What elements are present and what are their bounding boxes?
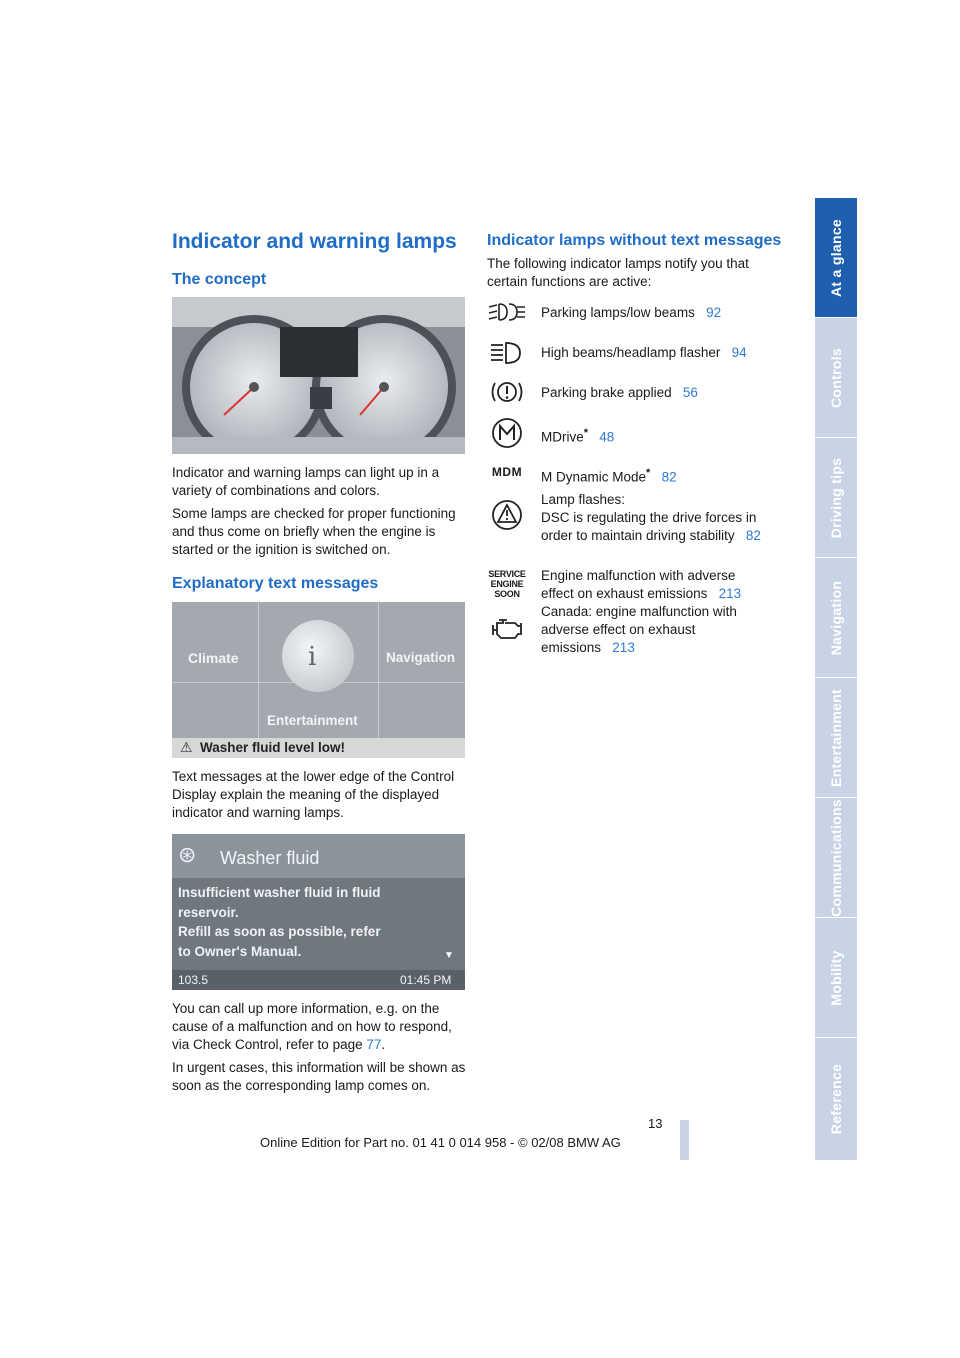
page-title: Indicator and warning lamps [172, 230, 457, 253]
washer-line-1: Insufficient washer fluid in fluid [178, 885, 381, 900]
check-engine-icon [487, 617, 527, 641]
section-tabs [815, 198, 857, 1160]
warning-triangle-icon: ⚠ [180, 739, 193, 755]
tab-controls[interactable]: Controls [815, 318, 857, 437]
dsc-warning-icon [487, 499, 527, 531]
washer-line-3: Refill as soon as possible, refer [178, 924, 381, 939]
page-link-56[interactable]: 56 [682, 385, 698, 400]
washer-title: Washer fluid [220, 848, 320, 868]
edition-line: Online Edition for Part no. 01 41 0 014 958 - © 02/08 BMW AG [260, 1135, 621, 1150]
radio-frequency: 103.5 [178, 973, 209, 987]
menu-navigation-label: Navigation [386, 650, 456, 665]
tab-driving-tips[interactable]: Driving tips [815, 438, 857, 557]
tab-at-a-glance[interactable]: At a glance [815, 198, 857, 317]
lamp-row-m-dynamic-mode: MDM M Dynamic Mode* 82 [487, 462, 787, 484]
service-engine-soon-icon: SERVICE ENGINE SOON [488, 569, 526, 599]
parking-brake-icon [487, 379, 527, 405]
lamp-row-dsc: Lamp flashes: DSC is regulating the drive forces in order to maintain driving stability 82 [487, 491, 787, 551]
page-link-213b[interactable]: 213 [612, 640, 635, 655]
lamp-row-mdrive: MDrive* 48 [487, 417, 787, 449]
tab-reference[interactable]: Reference [815, 1038, 857, 1160]
concept-paragraph-2: Some lamps are checked for proper functioning and thus come on briefly when the engine is started or the ignition is switched on. [172, 506, 456, 557]
page-number: 13 [648, 1116, 663, 1131]
page-link-213a[interactable]: 213 [718, 586, 742, 601]
washer-line-2: reservoir. [178, 904, 239, 920]
tab-mobility[interactable]: Mobility [815, 918, 857, 1037]
washer-fluid-display-image [172, 834, 465, 990]
more-info-paragraph: You can call up more information, e.g. on the cause of a malfunction and on how to respond, via Check Control, refer to page 77. [172, 1001, 452, 1052]
footer-marker [680, 1120, 689, 1160]
urgent-paragraph: In urgent cases, this information will be shown as soon as the corresponding lamp comes on. [172, 1060, 466, 1093]
tab-communications[interactable]: Communications [815, 798, 857, 917]
washer-icon: ⊛ [178, 842, 197, 867]
menu-warning-text: Washer fluid level low! [200, 740, 346, 755]
instrument-cluster-image [172, 297, 465, 454]
scroll-down-icon: ▼ [444, 950, 454, 961]
mdrive-icon [487, 417, 527, 449]
lamp-row-parking-lamps: Parking lamps/low beams 92 [487, 301, 787, 325]
menu-display-image: i Climate Navigation Entertainment ⚠ Washer fluid level low! [172, 602, 465, 758]
washer-line-4: to Owner's Manual. [178, 943, 302, 959]
page-link-82b[interactable]: 82 [745, 528, 761, 543]
lamp-row-engine-malfunction: SERVICE ENGINE SOON Engine malfunction with adverse effect on exhaust emissions 213 Canada: engine malfunction with adverse effect on exhaust emissions 213 [488, 568, 742, 655]
menu-entertainment-label: Entertainment [267, 713, 358, 728]
page-link-77[interactable]: 77 [366, 1037, 382, 1052]
page-link-48[interactable]: 48 [599, 429, 615, 445]
explanatory-heading: Explanatory text messages [172, 575, 379, 592]
lamp-row-high-beams: High beams/headlamp flasher 94 [487, 341, 787, 365]
menu-climate-label: Climate [188, 650, 239, 666]
concept-paragraph-1: Indicator and warning lamps can light up in a variety of combinations and colors. [172, 465, 440, 498]
page-link-82a[interactable]: 82 [661, 469, 677, 485]
page-link-92[interactable]: 92 [706, 305, 722, 320]
page-link-94[interactable]: 94 [731, 345, 747, 360]
tab-navigation[interactable]: Navigation [815, 558, 857, 677]
clock: 01:45 PM [400, 973, 452, 987]
tab-entertainment[interactable]: Entertainment [815, 678, 857, 797]
high-beams-icon [487, 341, 527, 365]
lamps-heading: Indicator lamps without text messages [487, 232, 782, 249]
lamp-row-parking-brake: Parking brake applied 56 [487, 379, 787, 405]
parking-lamps-icon [487, 301, 527, 323]
explanatory-paragraph: Text messages at the lower edge of the Control Display explain the meaning of the displayed indicator and warning lamps. [172, 769, 455, 820]
concept-heading: The concept [172, 271, 267, 288]
mdm-icon: MDM [491, 465, 523, 479]
lamps-intro: The following indicator lamps notify you that certain functions are active: [487, 256, 749, 289]
